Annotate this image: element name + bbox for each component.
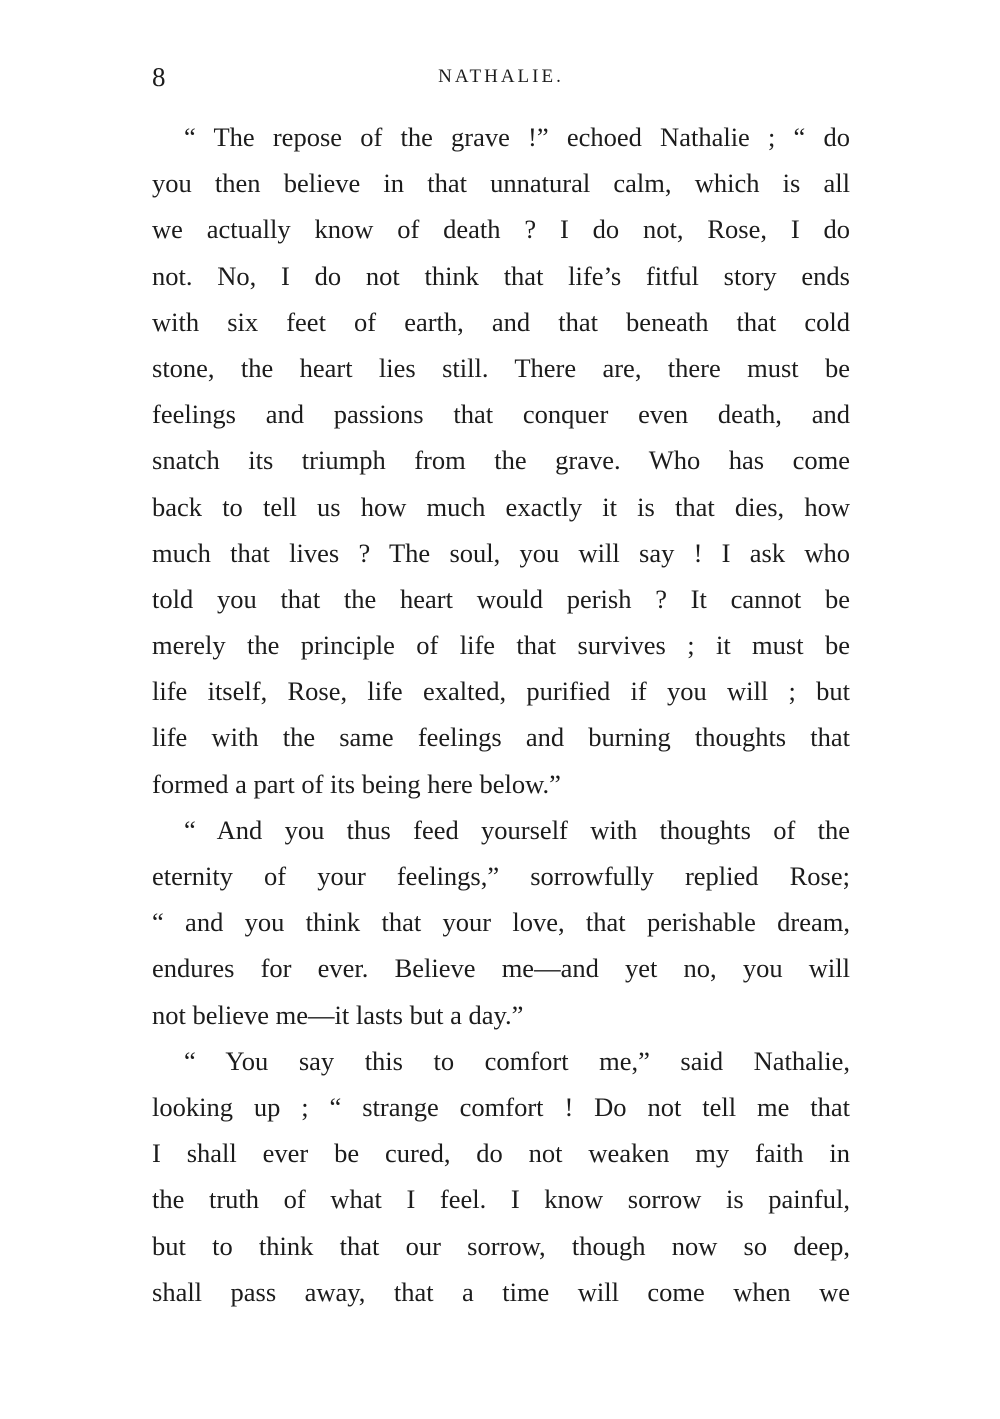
text-line: not believe me—it lasts but a day.” <box>152 999 524 1030</box>
text-line: “ The repose of the grave !” echoed Nathalie ; “ do <box>184 122 850 152</box>
text-line: looking up ; “ strange comfort ! Do not tell me that <box>152 1091 850 1122</box>
text-line: endures for ever. Believe me—and yet no, you will <box>152 953 850 984</box>
text-line: snatch its triumph from the grave. Who has come <box>152 445 850 476</box>
text-line: you then believe in that unnatural calm, which is all <box>152 168 850 199</box>
text-line: we actually know of death ? I do not, Rose, I do <box>152 214 850 245</box>
text-line: “ And you thus feed yourself with thoughts of the <box>184 814 850 845</box>
text-line: merely the principle of life that survives ; it must be <box>152 630 850 661</box>
text-line: eternity of your feelings,” sorrowfully replied Rose; <box>152 861 850 891</box>
page-header <box>152 62 850 96</box>
text-line: not. No, I do not think that life’s fitful story ends <box>152 260 850 291</box>
body-text <box>152 114 850 1315</box>
text-line: “ You say this to comfort me,” said Nathalie, <box>184 1045 850 1076</box>
text-line: the truth of what I feel. I know sorrow is painful, <box>152 1184 850 1215</box>
text-line: with six feet of earth, and that beneath that cold <box>152 306 850 337</box>
running-head: NATHALIE. <box>438 66 564 87</box>
text-line: life itself, Rose, life exalted, purified if you will ; but <box>152 676 850 707</box>
text-line: back to tell us how much exactly it is that dies, how <box>152 491 850 522</box>
text-line: told you that the heart would perish ? It cannot be <box>152 583 850 614</box>
text-line: life with the same feelings and burning thoughts that <box>152 722 850 753</box>
text-line: formed a part of its being here below.” <box>152 768 561 799</box>
page-number: 8 <box>152 62 166 92</box>
text-line: stone, the heart lies still. There are, there must be <box>152 352 850 383</box>
text-line: shall pass away, that a time will come when we <box>152 1276 850 1307</box>
text-line: “ and you think that your love, that perishable dream, <box>152 907 850 938</box>
text-line: feelings and passions that conquer even death, and <box>152 399 850 430</box>
text-line: much that lives ? The soul, you will say ! I ask who <box>152 537 850 568</box>
text-line: I shall ever be cured, do not weaken my faith in <box>152 1138 850 1169</box>
text-line: but to think that our sorrow, though now so deep, <box>152 1230 850 1261</box>
